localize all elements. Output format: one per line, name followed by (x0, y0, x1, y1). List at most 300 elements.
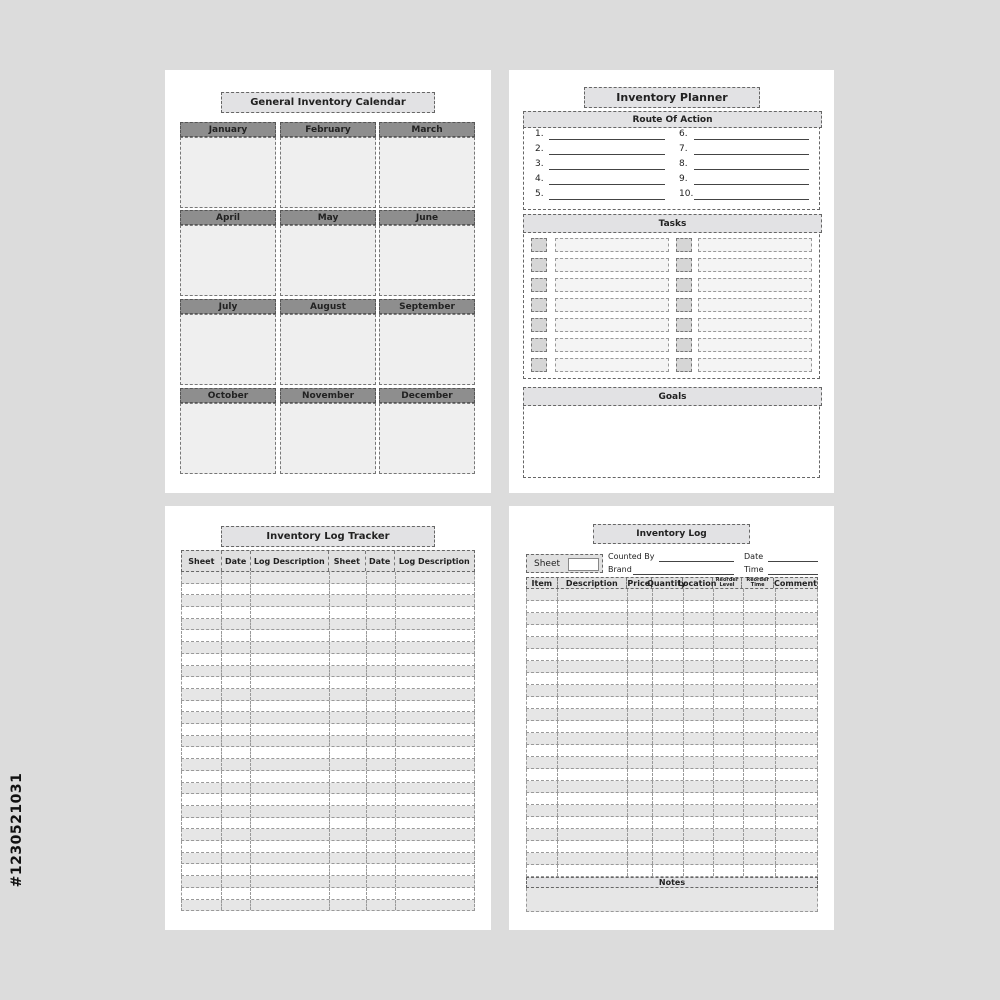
route-number: 7. (679, 144, 688, 154)
table-row[interactable] (526, 625, 818, 637)
column-divider (557, 757, 558, 768)
table-row[interactable] (181, 900, 475, 912)
month-box[interactable] (180, 314, 276, 385)
month-box[interactable] (379, 225, 475, 296)
table-row[interactable] (181, 631, 475, 643)
task-line[interactable] (555, 358, 669, 372)
table-row[interactable] (526, 649, 818, 661)
column-divider (221, 701, 222, 712)
table-row[interactable] (181, 654, 475, 666)
column-divider (743, 601, 744, 612)
column-divider (221, 888, 222, 899)
table-row[interactable] (526, 601, 818, 613)
month-header: January (180, 122, 276, 137)
table-row[interactable] (181, 759, 475, 771)
tasks-section (523, 214, 820, 379)
column-divider (329, 771, 330, 782)
notes-title: Notes (526, 877, 818, 888)
column-divider (775, 673, 776, 684)
task-checkbox[interactable] (676, 278, 692, 292)
column-divider (366, 888, 367, 899)
column-divider (775, 637, 776, 648)
column-divider (775, 865, 776, 876)
column-divider (652, 625, 653, 636)
table-row[interactable] (181, 771, 475, 783)
task-checkbox[interactable] (531, 258, 547, 272)
column-divider (366, 724, 367, 735)
table-row[interactable] (181, 818, 475, 830)
task-checkbox[interactable] (531, 358, 547, 372)
column-divider (395, 900, 396, 911)
column-divider (395, 853, 396, 864)
month-box[interactable] (379, 314, 475, 385)
column-divider (683, 613, 684, 624)
table-row[interactable] (181, 677, 475, 689)
column-divider (250, 631, 251, 642)
column-divider (395, 701, 396, 712)
column-divider (395, 888, 396, 899)
column-divider (329, 595, 330, 606)
month-box[interactable] (379, 137, 475, 208)
column-divider (366, 841, 367, 852)
table-row[interactable] (526, 853, 818, 865)
column-divider (627, 853, 628, 864)
column-divider (366, 572, 367, 583)
time-field[interactable] (768, 574, 818, 575)
task-line[interactable] (698, 298, 812, 312)
table-row[interactable] (181, 841, 475, 853)
task-checkbox[interactable] (676, 358, 692, 372)
column-divider (557, 841, 558, 852)
task-line[interactable] (555, 318, 669, 332)
column-header: Reorder Level (713, 578, 743, 588)
column-divider (366, 829, 367, 840)
column-divider (329, 841, 330, 852)
column-header: Comment (774, 578, 817, 588)
table-header (181, 550, 475, 572)
column-divider (627, 769, 628, 780)
column-divider (395, 818, 396, 829)
column-divider (250, 876, 251, 887)
column-divider (557, 673, 558, 684)
table-row[interactable] (526, 661, 818, 673)
column-divider (713, 733, 714, 744)
table-row[interactable] (181, 584, 475, 596)
column-divider (683, 685, 684, 696)
column-divider (329, 619, 330, 630)
column-header: Sheet (182, 551, 222, 571)
month-box[interactable] (180, 137, 276, 208)
column-header: Log Description (251, 551, 329, 571)
column-divider (250, 759, 251, 770)
column-divider (627, 601, 628, 612)
month-box[interactable] (180, 403, 276, 474)
column-divider (557, 661, 558, 672)
column-divider (395, 724, 396, 735)
table-row[interactable] (526, 721, 818, 733)
column-divider (366, 771, 367, 782)
table-row[interactable] (181, 607, 475, 619)
column-divider (329, 736, 330, 747)
task-line[interactable] (698, 358, 812, 372)
route-number: 9. (679, 174, 688, 184)
column-divider (652, 649, 653, 660)
column-divider (250, 572, 251, 583)
column-divider (775, 649, 776, 660)
month-box[interactable] (280, 225, 376, 296)
column-divider (713, 865, 714, 876)
column-divider (250, 654, 251, 665)
column-divider (713, 793, 714, 804)
column-divider (557, 589, 558, 600)
route-line[interactable] (694, 199, 809, 200)
column-divider (652, 865, 653, 876)
table-row[interactable] (181, 876, 475, 888)
column-divider (775, 805, 776, 816)
table-row[interactable] (181, 666, 475, 678)
column-divider (395, 631, 396, 642)
column-divider (329, 689, 330, 700)
task-checkbox[interactable] (531, 318, 547, 332)
task-line[interactable] (555, 338, 669, 352)
column-divider (775, 817, 776, 828)
route-line[interactable] (549, 199, 665, 200)
column-divider (329, 783, 330, 794)
column-divider (221, 584, 222, 595)
column-divider (329, 876, 330, 887)
column-divider (627, 637, 628, 648)
tasks-title: Tasks (523, 214, 822, 233)
column-divider (221, 771, 222, 782)
column-divider (557, 637, 558, 648)
route-line[interactable] (549, 169, 665, 170)
column-divider (395, 666, 396, 677)
table-row[interactable] (181, 736, 475, 748)
column-divider (221, 748, 222, 759)
table-row[interactable] (181, 595, 475, 607)
column-divider (627, 697, 628, 708)
column-divider (250, 829, 251, 840)
task-line[interactable] (698, 338, 812, 352)
table-row[interactable] (181, 829, 475, 841)
task-checkbox[interactable] (531, 338, 547, 352)
column-divider (221, 607, 222, 618)
task-line[interactable] (555, 238, 669, 252)
column-divider (250, 853, 251, 864)
column-divider (743, 673, 744, 684)
task-line[interactable] (555, 278, 669, 292)
task-checkbox[interactable] (531, 238, 547, 252)
table-row[interactable] (181, 888, 475, 900)
column-divider (775, 781, 776, 792)
column-divider (683, 673, 684, 684)
column-divider (627, 817, 628, 828)
month-box[interactable] (280, 314, 376, 385)
column-divider (743, 625, 744, 636)
column-divider (652, 613, 653, 624)
column-divider (366, 631, 367, 642)
column-divider (713, 589, 714, 600)
column-divider (743, 685, 744, 696)
month-header: July (180, 299, 276, 314)
task-checkbox[interactable] (676, 338, 692, 352)
column-divider (329, 888, 330, 899)
column-divider (775, 697, 776, 708)
column-divider (713, 781, 714, 792)
column-divider (683, 865, 684, 876)
column-divider (366, 654, 367, 665)
table-row[interactable] (181, 689, 475, 701)
column-divider (627, 745, 628, 756)
column-divider (366, 853, 367, 864)
column-divider (221, 642, 222, 653)
task-line[interactable] (555, 258, 669, 272)
column-divider (395, 642, 396, 653)
column-header: Date (366, 551, 395, 571)
table-row[interactable] (181, 853, 475, 865)
column-divider (775, 841, 776, 852)
column-divider (743, 793, 744, 804)
column-divider (250, 642, 251, 653)
table-row[interactable] (526, 781, 818, 793)
column-divider (652, 817, 653, 828)
column-divider (775, 709, 776, 720)
task-checkbox[interactable] (531, 278, 547, 292)
column-divider (366, 876, 367, 887)
column-divider (652, 637, 653, 648)
column-divider (775, 685, 776, 696)
column-divider (329, 631, 330, 642)
column-divider (743, 733, 744, 744)
column-divider (743, 757, 744, 768)
table-row[interactable] (181, 619, 475, 631)
table-row[interactable] (181, 701, 475, 713)
column-divider (329, 642, 330, 653)
table-row[interactable] (526, 697, 818, 709)
month-header: February (280, 122, 376, 137)
column-divider (250, 888, 251, 899)
column-divider (250, 712, 251, 723)
column-divider (250, 841, 251, 852)
column-divider (329, 806, 330, 817)
column-divider (683, 601, 684, 612)
table-row[interactable] (526, 829, 818, 841)
sheet-label: Sheet (534, 559, 561, 569)
task-line[interactable] (555, 298, 669, 312)
column-divider (627, 733, 628, 744)
column-divider (221, 631, 222, 642)
column-divider (652, 685, 653, 696)
table-row[interactable] (526, 841, 818, 853)
column-divider (221, 724, 222, 735)
sheet-box (526, 554, 603, 573)
column-divider (627, 613, 628, 624)
column-divider (221, 572, 222, 583)
table-row[interactable] (526, 637, 818, 649)
column-divider (557, 865, 558, 876)
column-divider (395, 806, 396, 817)
table-row[interactable] (526, 817, 818, 829)
task-checkbox[interactable] (676, 298, 692, 312)
date-field[interactable] (768, 561, 818, 562)
column-divider (775, 721, 776, 732)
column-divider (683, 805, 684, 816)
task-line[interactable] (698, 318, 812, 332)
column-divider (557, 781, 558, 792)
column-divider (557, 829, 558, 840)
table-row[interactable] (181, 783, 475, 795)
task-line[interactable] (698, 238, 812, 252)
table-row[interactable] (526, 673, 818, 685)
column-divider (329, 759, 330, 770)
column-divider (627, 757, 628, 768)
column-divider (775, 625, 776, 636)
column-divider (221, 595, 222, 606)
tracker-table (181, 550, 475, 913)
column-divider (221, 759, 222, 770)
month-box[interactable] (180, 225, 276, 296)
column-divider (250, 666, 251, 677)
table-row[interactable] (526, 709, 818, 721)
column-divider (366, 701, 367, 712)
column-divider (683, 757, 684, 768)
column-divider (221, 865, 222, 876)
column-divider (713, 649, 714, 660)
column-divider (395, 748, 396, 759)
task-line[interactable] (698, 278, 812, 292)
route-line[interactable] (694, 169, 809, 170)
month-header: August (280, 299, 376, 314)
sheet-field[interactable] (568, 558, 599, 571)
table-row[interactable] (526, 769, 818, 781)
table-row[interactable] (181, 748, 475, 760)
table-row[interactable] (181, 865, 475, 877)
column-divider (743, 781, 744, 792)
route-line[interactable] (694, 154, 809, 155)
column-divider (627, 589, 628, 600)
column-header: Price (627, 578, 651, 588)
column-divider (329, 654, 330, 665)
column-divider (775, 745, 776, 756)
column-divider (743, 637, 744, 648)
column-divider (366, 584, 367, 595)
table-row[interactable] (181, 642, 475, 654)
column-divider (743, 745, 744, 756)
column-divider (366, 748, 367, 759)
column-divider (366, 689, 367, 700)
table-row[interactable] (526, 757, 818, 769)
column-divider (221, 783, 222, 794)
column-divider (775, 613, 776, 624)
route-line[interactable] (549, 154, 665, 155)
table-row[interactable] (181, 572, 475, 584)
column-divider (395, 829, 396, 840)
goals-title: Goals (523, 387, 822, 406)
task-line[interactable] (698, 258, 812, 272)
column-divider (366, 818, 367, 829)
column-divider (395, 572, 396, 583)
column-divider (683, 649, 684, 660)
table-row[interactable] (181, 712, 475, 724)
column-divider (395, 607, 396, 618)
column-divider (683, 733, 684, 744)
route-line[interactable] (549, 184, 665, 185)
tracker-title: Inventory Log Tracker (221, 526, 435, 547)
task-checkbox[interactable] (676, 318, 692, 332)
counted-by-field[interactable] (659, 561, 734, 562)
column-divider (221, 900, 222, 911)
task-checkbox[interactable] (676, 238, 692, 252)
month-box[interactable] (280, 137, 376, 208)
route-line[interactable] (694, 184, 809, 185)
table-row[interactable] (526, 613, 818, 625)
task-checkbox[interactable] (531, 298, 547, 312)
column-divider (221, 619, 222, 630)
column-divider (395, 619, 396, 630)
column-divider (652, 697, 653, 708)
column-divider (743, 769, 744, 780)
table-row[interactable] (526, 805, 818, 817)
column-divider (652, 721, 653, 732)
table-row[interactable] (526, 865, 818, 877)
column-divider (683, 709, 684, 720)
column-divider (366, 900, 367, 911)
column-divider (743, 697, 744, 708)
column-divider (713, 625, 714, 636)
column-divider (329, 748, 330, 759)
column-divider (250, 900, 251, 911)
column-divider (221, 876, 222, 887)
table-row[interactable] (526, 793, 818, 805)
column-divider (683, 817, 684, 828)
notes-area[interactable] (526, 888, 818, 912)
column-header: Quantity (647, 578, 687, 588)
column-divider (250, 794, 251, 805)
brand-field[interactable] (633, 574, 734, 575)
column-divider (395, 654, 396, 665)
column-divider (329, 853, 330, 864)
table-row[interactable] (526, 745, 818, 757)
column-divider (743, 613, 744, 624)
column-divider (250, 677, 251, 688)
column-divider (743, 805, 744, 816)
table-row[interactable] (526, 733, 818, 745)
table-row[interactable] (181, 806, 475, 818)
column-divider (395, 736, 396, 747)
table-row[interactable] (526, 685, 818, 697)
table-row[interactable] (526, 589, 818, 601)
column-divider (557, 685, 558, 696)
column-divider (775, 733, 776, 744)
column-divider (366, 865, 367, 876)
column-divider (683, 625, 684, 636)
column-divider (557, 805, 558, 816)
month-box[interactable] (379, 403, 475, 474)
column-divider (221, 794, 222, 805)
column-divider (557, 625, 558, 636)
column-divider (329, 829, 330, 840)
table-row[interactable] (181, 724, 475, 736)
table-row[interactable] (181, 794, 475, 806)
column-divider (366, 794, 367, 805)
column-divider (395, 794, 396, 805)
column-divider (652, 661, 653, 672)
route-line[interactable] (694, 139, 809, 140)
month-box[interactable] (280, 403, 376, 474)
column-divider (713, 661, 714, 672)
route-line[interactable] (549, 139, 665, 140)
task-checkbox[interactable] (676, 258, 692, 272)
